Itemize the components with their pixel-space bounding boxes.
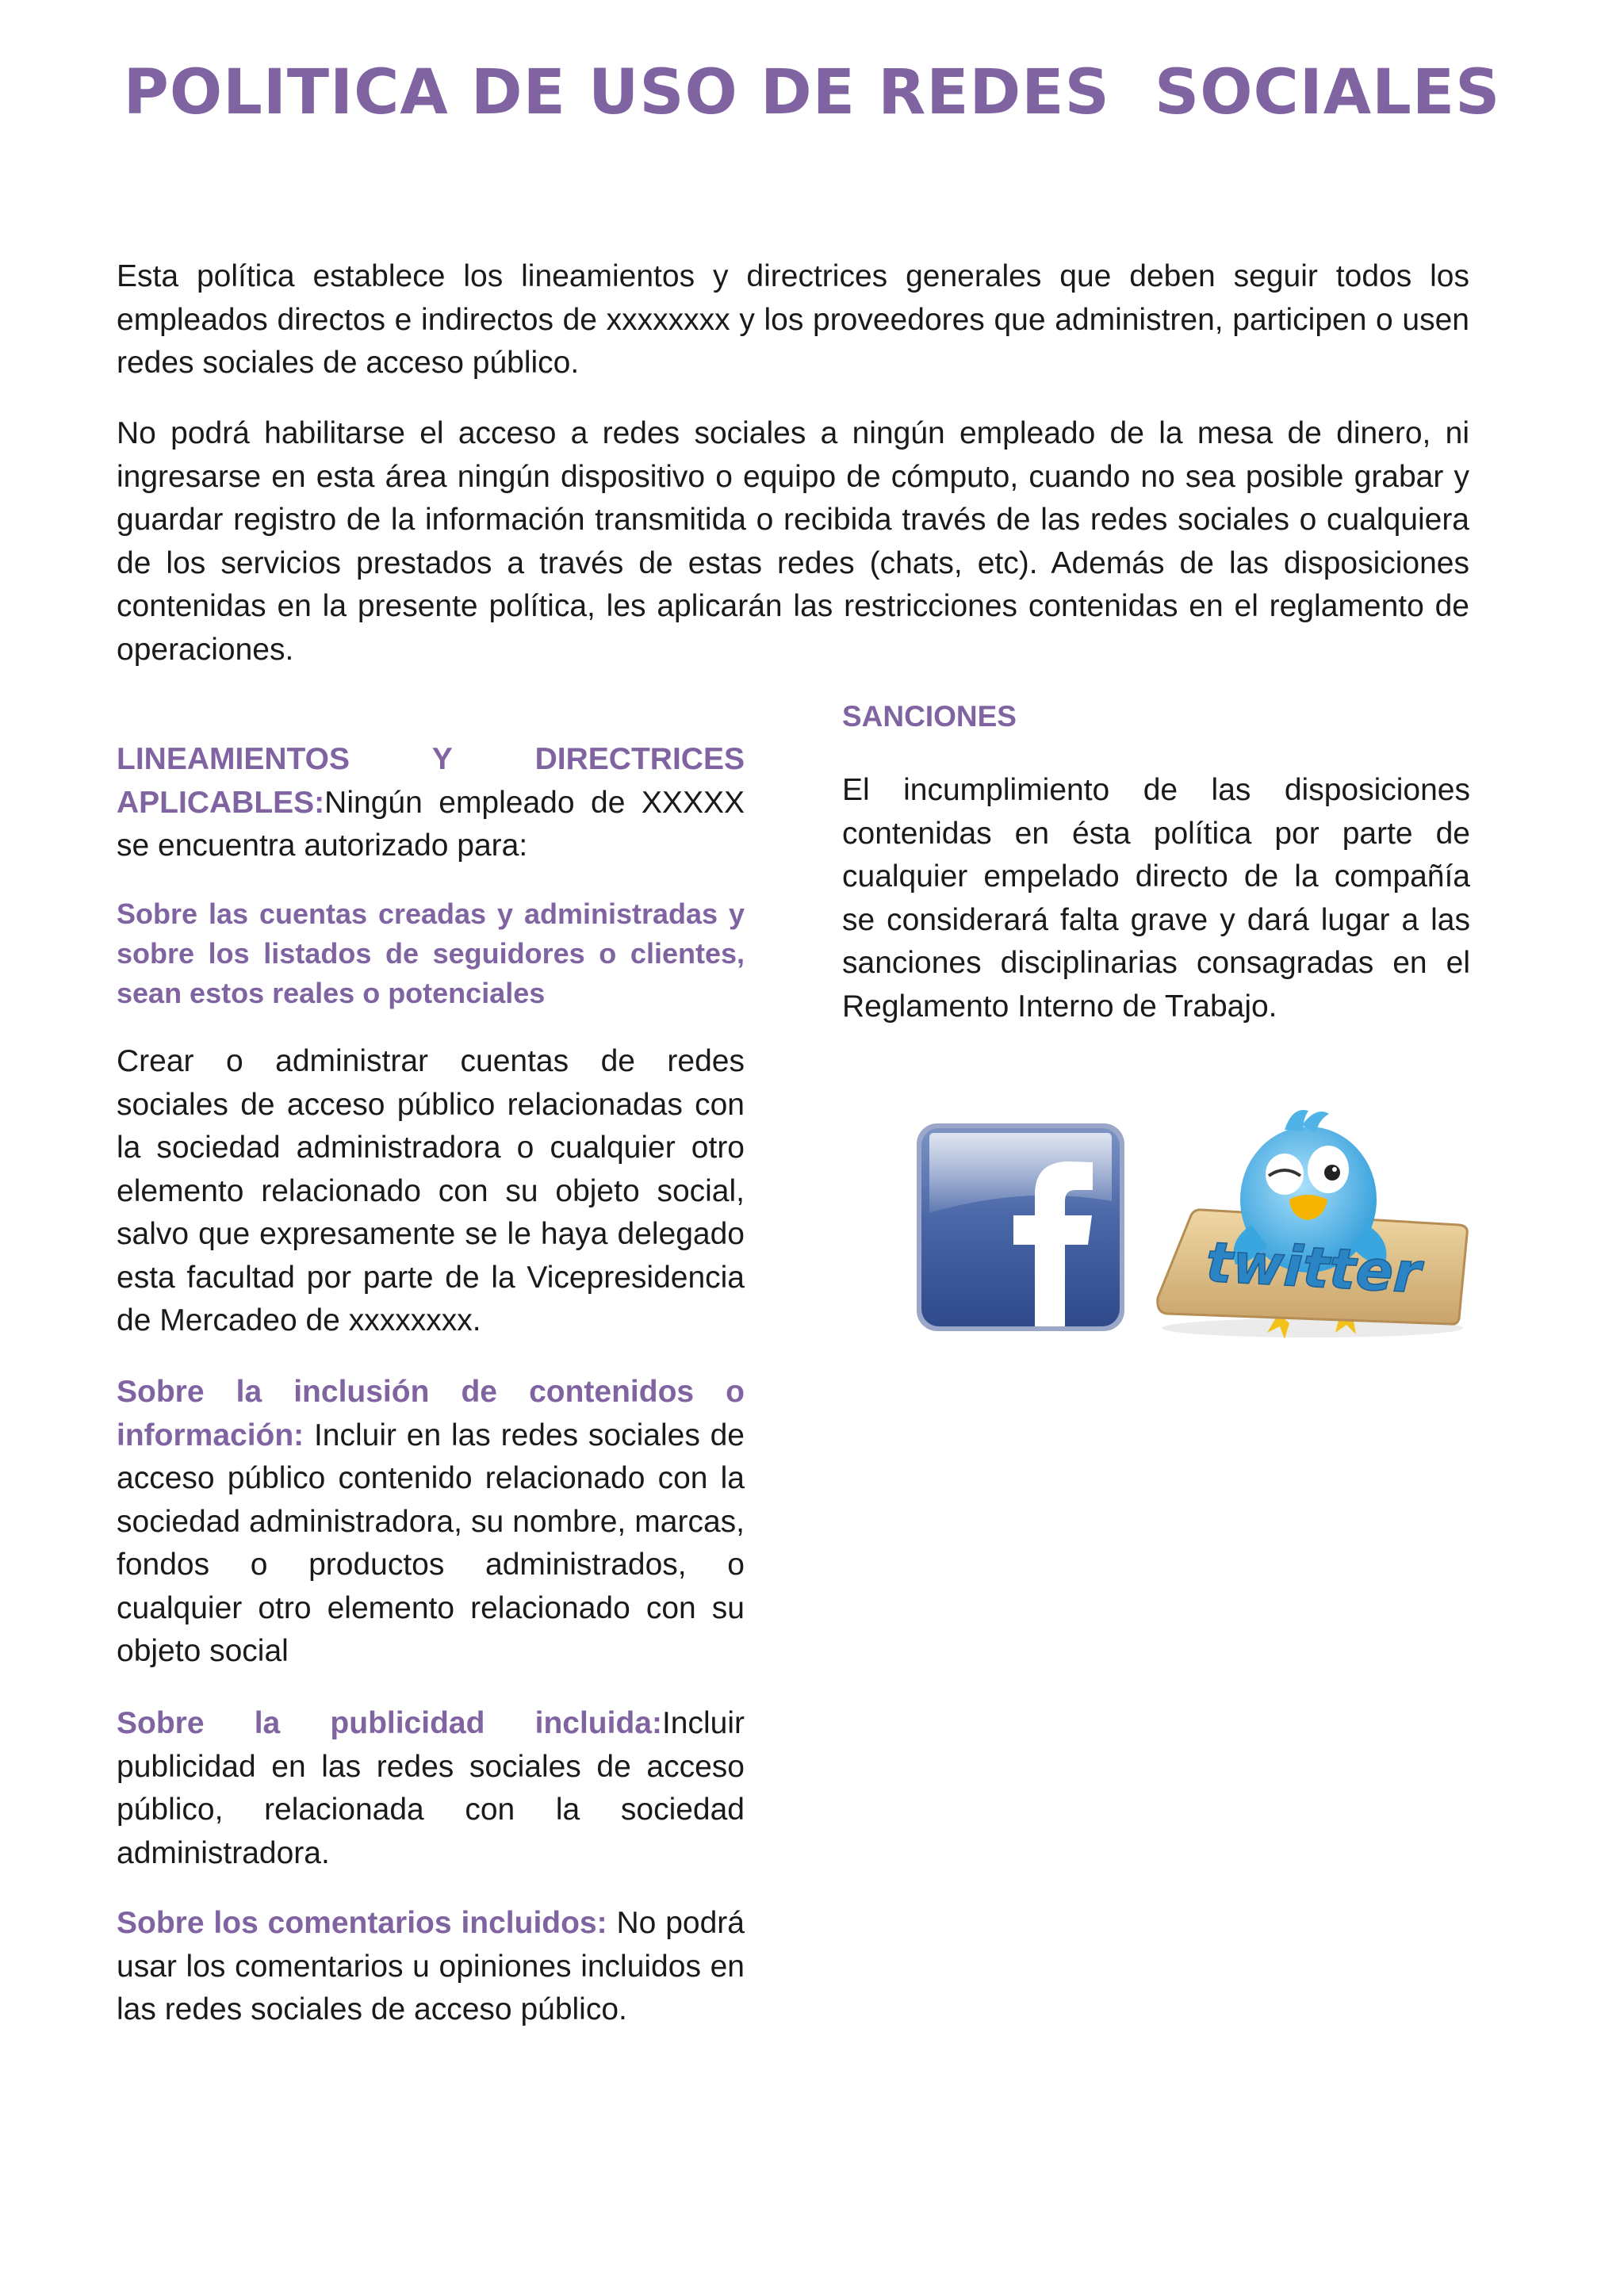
publicidad-text: Incluir publicidad en las redes sociales de acceso público, relacionada con la sociedad administradora. (117, 1706, 745, 1870)
facebook-logo-icon (917, 1123, 1124, 1331)
publicidad-heading: Sobre la publicidad incluida: (117, 1706, 662, 1740)
comentarios-text: No podrá usar los comentarios u opiniones incluidos en las redes sociales de acceso público. (117, 1906, 745, 2026)
lineamientos-heading: LINEAMIENTOS Y DIRECTRICES APLICABLES: (117, 742, 745, 820)
cuentas-text: Crear o administrar cuentas de redes sociales de acceso público relacionadas con la sociedad administradora o cualquier otro elemento relacionado con su objeto social, salvo que expresamente se le haya delegado esta facultad por parte de la Vicepresidencia de Mercadeo de xxxxxxxx. (117, 1044, 745, 1337)
contenidos-text: Incluir en las redes sociales de acceso público contenido relacionado con la sociedad administradora, su nombre, marcas, fondos o productos administrados, o cualquier otro elemento relacionado con su objeto social (117, 1418, 745, 1668)
cuentas-heading: Sobre las cuentas creadas y administradas y sobre los listados de seguidores o clientes, sean estos reales o potenciales (117, 897, 745, 1009)
comentarios-paragraph (117, 1902, 745, 2032)
publicidad-paragraph (117, 1702, 745, 1875)
lineamientos-text: Ningún empleado de XXXXX se encuentra autorizado para: (117, 785, 745, 863)
lineamientos-paragraph (117, 738, 745, 868)
contenidos-paragraph (117, 1371, 745, 1674)
sanciones-heading: SANCIONES (842, 700, 1017, 733)
twitter-logo-icon (1158, 1110, 1468, 1339)
intro-paragraph-1: Esta política establece los lineamientos y directrices generales que deben seguir todos los empleados directos e indirectos de xxxxxxxx y los proveedores que administren, participen o usen redes sociales de acceso público. (117, 259, 1469, 380)
twitter-label: twitter (1204, 1229, 1423, 1307)
comentarios-heading: Sobre los comentarios incluidos: (117, 1906, 607, 1940)
sanciones-text: El incumplimiento de las disposiciones contenidas en ésta política por parte de cualquier empelado directo de la compañía se considerará falta grave y dará lugar a las sanciones disciplinarias consagradas en el Reglamento Interno de Trabajo. (842, 773, 1470, 1024)
social-logos-image (912, 1106, 1475, 1344)
page-title: POLITICA DE USO DE REDES SOCIALES (123, 57, 1501, 128)
contenidos-heading: Sobre la inclusión de contenidos o información: (117, 1375, 745, 1452)
intro-paragraph-2: No podrá habilitarse el acceso a redes sociales a ningún empleado de la mesa de dinero, ni ingresarse en esta área ningún dispositivo o equipo de cómputo, cuando no sea posible grabar y guardar registro de la información transmitida o recibida través de las redes sociales o cualquiera de los servicios prestados a través de estas redes (chats, etc). Además de las disposiciones contenidas en la presente política, les aplicarán las restricciones contenidas en el reglamento de operaciones. (117, 416, 1469, 667)
